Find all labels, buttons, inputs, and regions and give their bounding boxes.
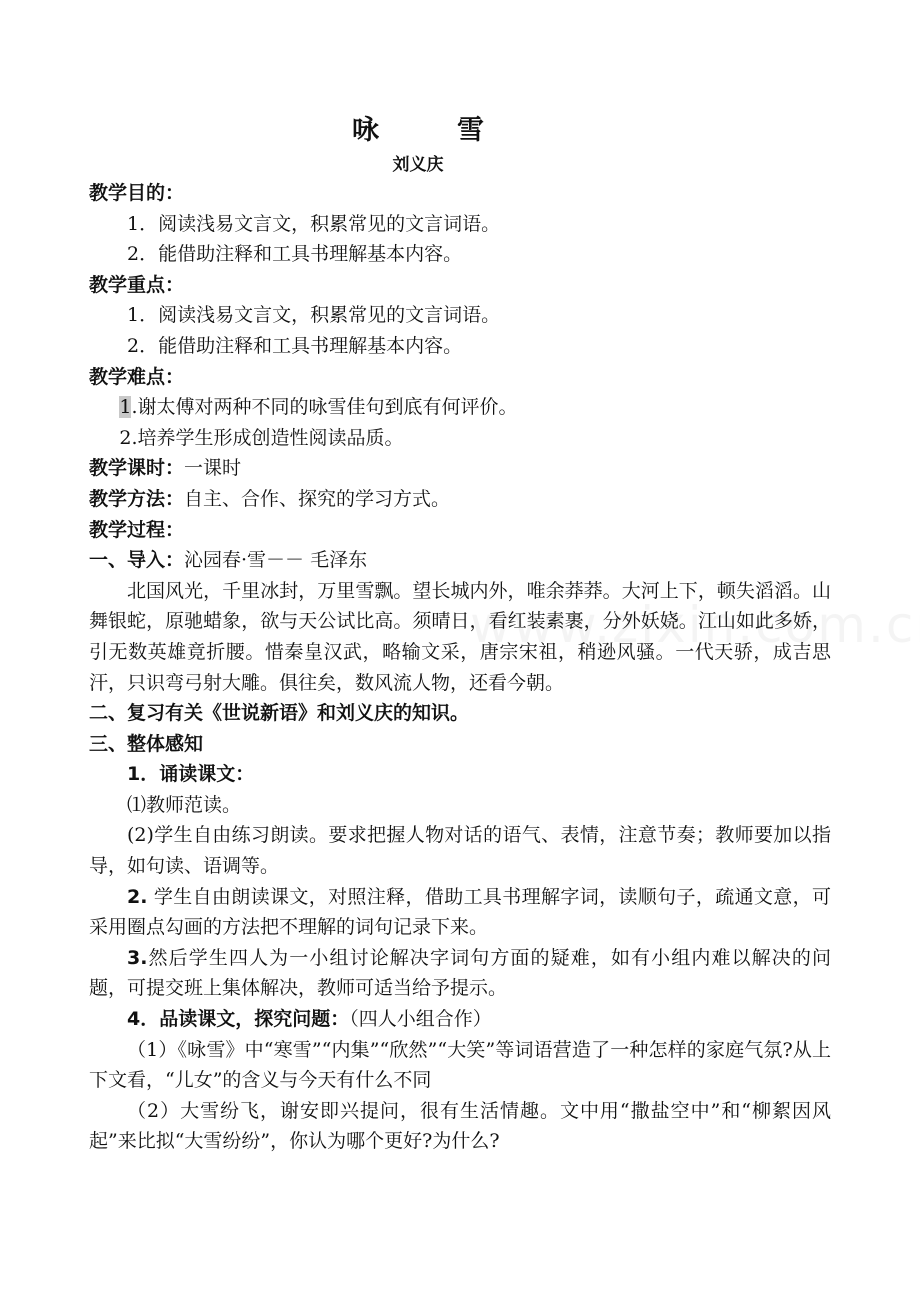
highlighted-number: 1: [119, 396, 132, 419]
step1a-text: ⑴教师范读。: [127, 793, 242, 816]
title-char-right: 雪: [457, 115, 484, 146]
step2-text: 2. 学生自由朗读课文，对照注释，借助工具书理解字词，读顺句子，疏通文意，可采用圈点勾画的方法把不理解的词句记录下来。: [89, 885, 831, 939]
poem-text: 北国风光，千里冰封，万里雪飘。望长城内外，唯余莽莽。大河上下，顿失滔滔。山舞银蛇，原驰蜡象，欲与天公试比高。须晴日，看红装素裹，分外妖娆。江山如此多娇，引无数英雄竟折腰。惜秦皇汉武，略输文采，唐宗宋祖，稍逊风骚。一代天骄，成吉思汗，只识弯弓射大雕。俱往矣，数风流人物，还看今朝。: [89, 579, 831, 694]
step1b-text: (2)学生自由练习朗读。要求把握人物对话的语气、表情，注意节奏；教师要加以指导，如句读、语调等。: [89, 824, 831, 878]
key-points-item-2: 2．能借助注释和工具书理解基本内容。: [127, 334, 463, 357]
document-body: [89, 178, 831, 1157]
step4-heading: 4．品读课文，探究问题：（四人小组合作）: [127, 1008, 492, 1031]
goals-item-1: 1．阅读浅易文言文，积累常见的文言词语。: [127, 212, 501, 235]
title-char-left: 咏: [352, 115, 379, 146]
process-heading: 教学过程：: [89, 518, 185, 541]
class-hours-line: 教学课时：一课时: [89, 457, 242, 480]
section1-heading: 一、导入：沁园春·雪－－ 毛泽东: [89, 549, 368, 572]
question-2: （2）大雪纷飞，谢安即兴提问，很有生活情趣。文中用“撒盐空中”和“柳絮因风起”来比拟“大雪纷纷”，你认为哪个更好?为什么?: [89, 1099, 831, 1153]
key-points-item-1: 1．阅读浅易文言文，积累常见的文言词语。: [127, 304, 501, 327]
step3-text: 3.然后学生四人为一小组讨论解决字词句方面的疑难，如有小组内难以解决的问题，可提交班上集体解决，教师可适当给予提示。: [89, 946, 831, 1000]
document-title: [0, 108, 836, 147]
author-name: 刘义庆: [392, 155, 444, 175]
difficulties-item-1: 1.谢太傅对两种不同的咏雪佳句到底有何评价。: [119, 396, 518, 419]
section2-heading: 二、复习有关《世说新语》和刘义庆的知识。: [89, 702, 470, 725]
question-1: （1）《咏雪》中“寒雪”“内集”“欣然”“大笑”等词语营造了一种怎样的家庭气氛?从上下文看，“儿女”的含义与今天有什么不同: [89, 1038, 831, 1092]
difficulties-heading: 教学难点：: [89, 365, 185, 388]
step1-heading: 1．诵读课文：: [127, 763, 255, 786]
method-line: 教学方法：自主、合作、探究的学习方式。: [89, 487, 451, 510]
difficulties-item-2: 2.培养学生形成创造性阅读品质。: [119, 426, 404, 449]
goals-heading: 教学目的：: [89, 182, 185, 204]
goals-item-2: 2．能借助注释和工具书理解基本内容。: [127, 243, 463, 266]
key-points-heading: 教学重点：: [89, 273, 185, 296]
section3-heading: 三、整体感知: [89, 732, 204, 755]
